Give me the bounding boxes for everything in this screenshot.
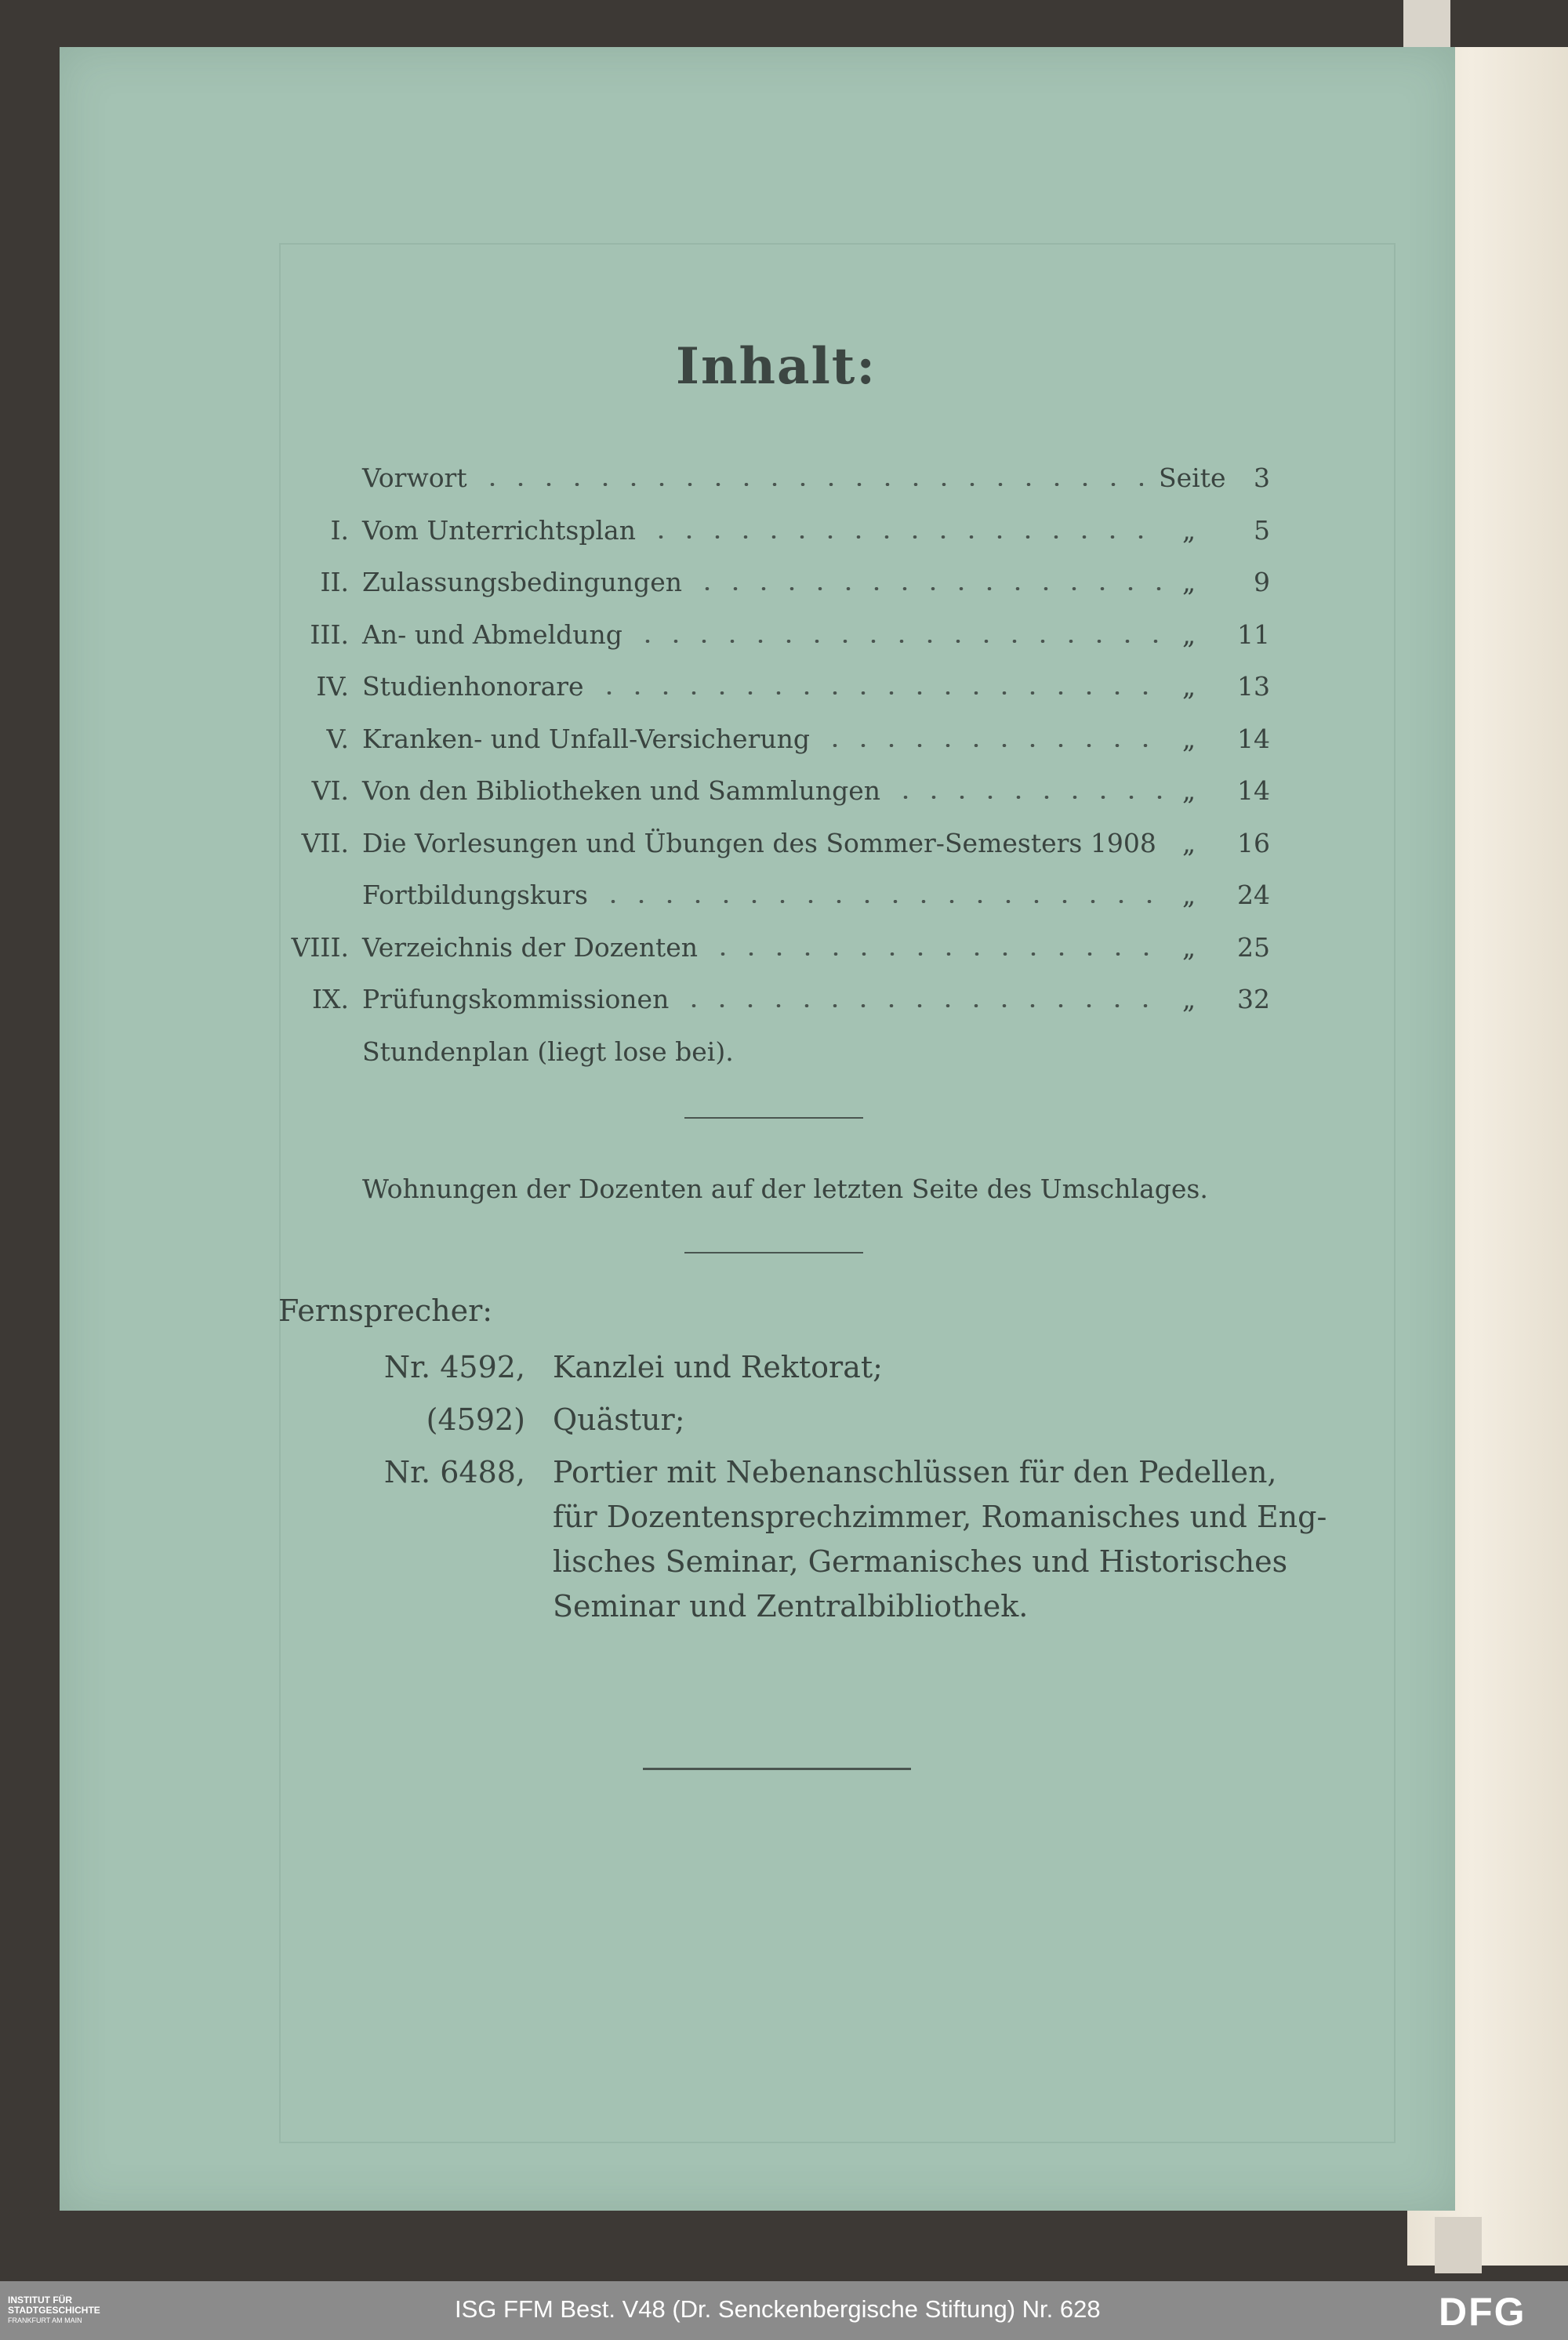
leader-dots [595,691,1167,695]
ditto-mark: „ [1182,931,1196,963]
toc-label: Fortbildungskurs [362,880,588,910]
phone-description: Portier mit Nebenanschlüssen für den Pedellen, [553,1455,1277,1489]
toc-page-number: 14 [1237,723,1270,754]
page-title: Inhalt: [676,337,877,396]
toc-row [0,880,1568,931]
phone-description: Seminar und Zentralbibliothek. [553,1589,1029,1623]
toc-label: Die Vorlesungen und Übungen des Sommer-Semesters 1908 [362,827,1156,858]
toc-label: Zulassungsbedingungen [362,567,682,597]
toc-row [0,984,1568,1036]
phone-heading: Fernsprecher: [278,1293,493,1328]
toc-number: VIII. [291,931,349,963]
leader-dots [647,535,1167,539]
binding-clip-top [1403,0,1450,49]
ditto-mark: „ [1182,723,1196,754]
toc-label: Vorwort [362,463,467,493]
toc-row [0,1036,1568,1088]
leader-dots [478,483,1143,486]
toc-page-number: 3 [1254,463,1270,493]
phone-description: für Dozentensprechzimmer, Romanisches und Eng- [553,1500,1327,1534]
ditto-mark: „ [1182,567,1196,597]
toc-number: III. [310,619,349,650]
toc-label: Von den Bibliotheken und Sammlungen [362,775,880,806]
ditto-mark: „ [1182,514,1196,546]
ditto-mark: „ [1182,671,1196,702]
toc-label: Prüfungskommissionen [362,984,670,1014]
toc-label: An- und Abmeldung [362,619,622,650]
toc-row [0,619,1568,671]
toc-page-number: 5 [1254,514,1270,546]
toc-page-number: 24 [1237,880,1270,910]
toc-row [0,463,1568,514]
toc-page-number: 16 [1237,827,1270,858]
divider-short-2 [684,1252,863,1253]
toc-number: IX. [311,984,349,1014]
archive-caption: ISG FFM Best. V48 (Dr. Senckenbergische Stiftung) Nr. 628 [455,2295,1101,2323]
phone-description: Quästur; [553,1402,685,1437]
phone-number: Nr. 6488, [383,1455,525,1489]
toc-number: VI. [311,775,349,806]
leader-dots [693,587,1167,590]
binding-clip-bottom [1435,2217,1482,2273]
toc-row [0,775,1568,827]
toc-row [0,515,1568,567]
institute-logo: INSTITUT FÜR STADTGESCHICHTE FRANKFURT AM MAIN [8,2295,100,2324]
ditto-mark: „ [1182,880,1196,910]
divider-short-1 [684,1117,863,1119]
toc-label: Stundenplan (liegt lose bei). [362,1036,734,1067]
toc-number: I. [330,514,349,546]
archive-footer [0,2281,1568,2340]
leader-dots [599,900,1167,903]
phone-description: Kanzlei und Rektorat; [553,1350,883,1384]
leader-dots [633,640,1167,643]
toc-page-number: 25 [1237,931,1270,963]
toc-number: II. [320,567,349,597]
leader-dots [891,796,1167,799]
divider-long [643,1768,911,1770]
toc-number: VII. [301,827,349,858]
toc-row [0,671,1568,723]
toc-label: Vom Unterrichtsplan [362,514,636,546]
toc-page-number: 14 [1237,775,1270,806]
phone-number: Nr. 4592, [383,1350,525,1384]
residence-note: Wohnungen der Dozenten auf der letzten Seite des Umschlages. [362,1174,1208,1204]
ditto-mark: „ [1182,619,1196,650]
toc-row [0,724,1568,775]
toc-row [0,932,1568,984]
phone-number: (4592) [426,1402,525,1437]
toc-row [0,567,1568,619]
toc-row [0,828,1568,880]
toc-page-number: 13 [1237,671,1270,702]
ditto-mark: „ [1182,984,1196,1014]
toc-label: Studienhonorare [362,671,584,702]
toc-label: Kranken- und Unfall-Versicherung [362,723,810,754]
leader-dots [709,952,1167,956]
dfg-logo: DFG [1439,2290,1526,2334]
toc-number: IV. [316,671,349,702]
toc-page-number: 32 [1237,984,1270,1014]
toc-page-number: 11 [1237,619,1270,650]
leader-dots [680,1004,1167,1007]
toc-page-number: 9 [1254,567,1270,597]
leader-dots [821,744,1167,747]
toc-label: Verzeichnis der Dozenten [362,931,699,963]
ditto-mark: „ [1182,827,1196,858]
phone-description: lisches Seminar, Germanisches und Historisches [553,1544,1288,1579]
seite-label: Seite [1159,463,1226,493]
toc-number: V. [326,723,349,754]
ditto-mark: „ [1182,775,1196,806]
